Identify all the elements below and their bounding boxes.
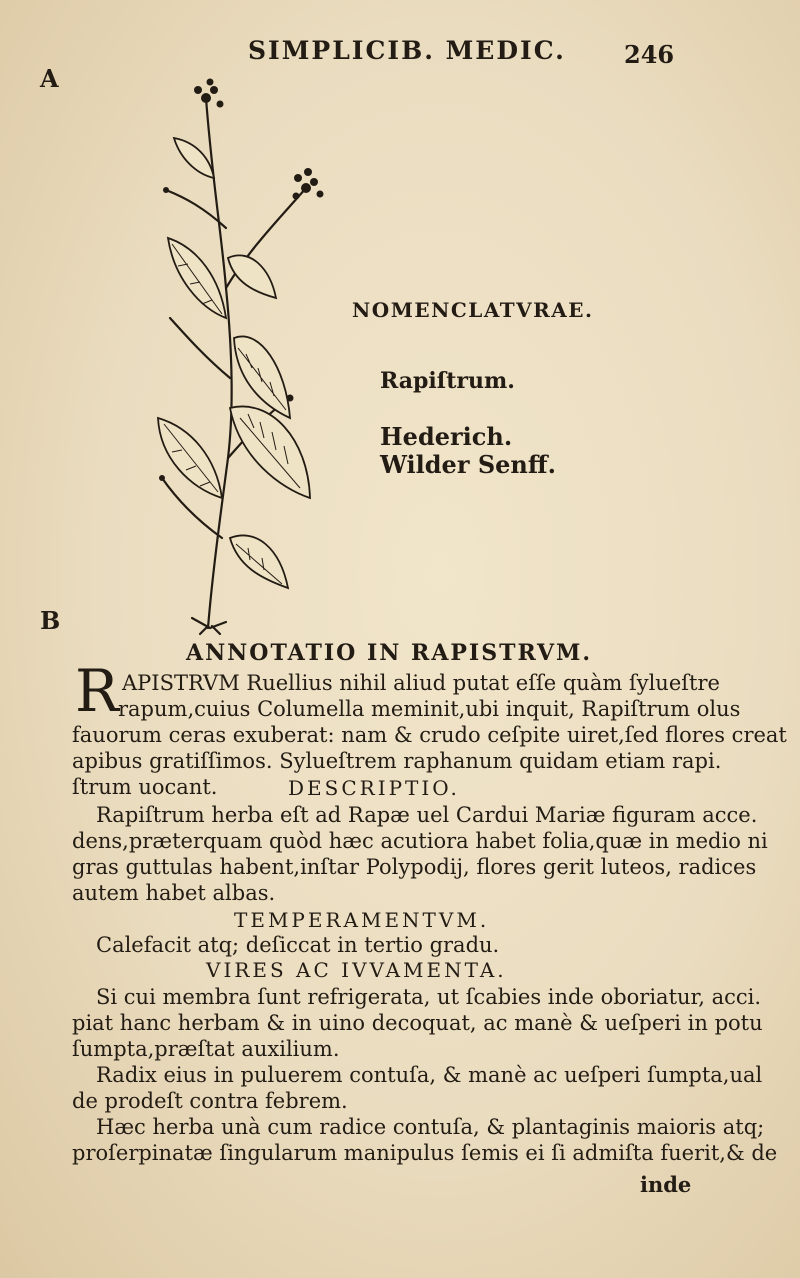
vires-line-1: Si cui membra ſunt refrigerata, ut ſcabies inde oboriatur, acci. (96, 985, 762, 1009)
vires-line-7: proſerpinatæ ſingularum manipulus ſemis ei ſi admiſta fuerit,& de (72, 1141, 778, 1165)
vires-line-5: de prodeſt contra febrem. (72, 1089, 348, 1113)
descriptio-line-3: gras guttulas habent,inſtar Polypodij, flores gerit luteos, radices (72, 855, 757, 879)
descriptio-line-1: Rapiſtrum herba eſt ad Rapæ uel Cardui Mariæ figuram acce. (96, 803, 758, 827)
descriptio-heading: DESCRIPTIO. (288, 776, 460, 800)
vires-line-4: Radix eius in puluerem contuſa, & manè ac ueſperi ſumpta,ual (96, 1063, 763, 1087)
temperamentum-line-1: Calefacit atq; deſiccat in tertio gradu. (96, 933, 500, 957)
page-number: 246 (624, 40, 675, 69)
nomenclature-heading: NOMENCLATVRAE. (352, 298, 594, 322)
drop-capital: R (75, 657, 119, 725)
vires-heading: VIRES AC IVVAMENTA. (206, 958, 507, 982)
running-title: SIMPLICIB. MEDIC. (248, 36, 566, 65)
temperamentum-heading: TEMPERAMENTVM. (234, 908, 490, 932)
annotation-line-2: rapum,cuius Columella meminit,ubi inquit, Rapiſtrum olus (118, 697, 741, 721)
margin-mark-b: B (40, 606, 61, 635)
german-name-2: Wilder Senff. (380, 450, 556, 479)
annotation-line-5: ſtrum uocant. (72, 775, 218, 799)
annotation-heading: ANNOTATIO IN RAPISTRVM. (186, 640, 593, 666)
german-name-1: Hederich. (380, 422, 513, 451)
catchword: inde (640, 1172, 692, 1197)
annotation-line-3: fauorum ceras exuberat: nam & crudo ceſpite uiret,ſed flores creat (72, 723, 787, 747)
descriptio-line-2: dens,præterquam quòd hæc acutiora habet folia,quæ in medio ni (72, 829, 768, 853)
rapistrum-woodcut-plant-icon (130, 78, 350, 638)
vires-line-6: Hæc herba unà cum radice contuſa, & plantaginis maioris atq; (96, 1115, 765, 1139)
vires-line-2: piat hanc herbam & in uino decoquat, ac manè & ueſperi in potu (72, 1011, 763, 1035)
margin-mark-a: A (40, 64, 59, 93)
descriptio-line-4: autem habet albas. (72, 881, 276, 905)
annotation-line-4: apibus gratiſſimos. Sylueſtrem raphanum quidam etiam rapi. (72, 749, 722, 773)
vires-line-3: ſumpta,præſtat auxilium. (72, 1037, 340, 1061)
annotation-line-1: APISTRVM Ruellius nihil aliud putat eſſe quàm ſylueſtre (122, 671, 720, 695)
latin-name: Rapiſtrum. (380, 368, 515, 394)
